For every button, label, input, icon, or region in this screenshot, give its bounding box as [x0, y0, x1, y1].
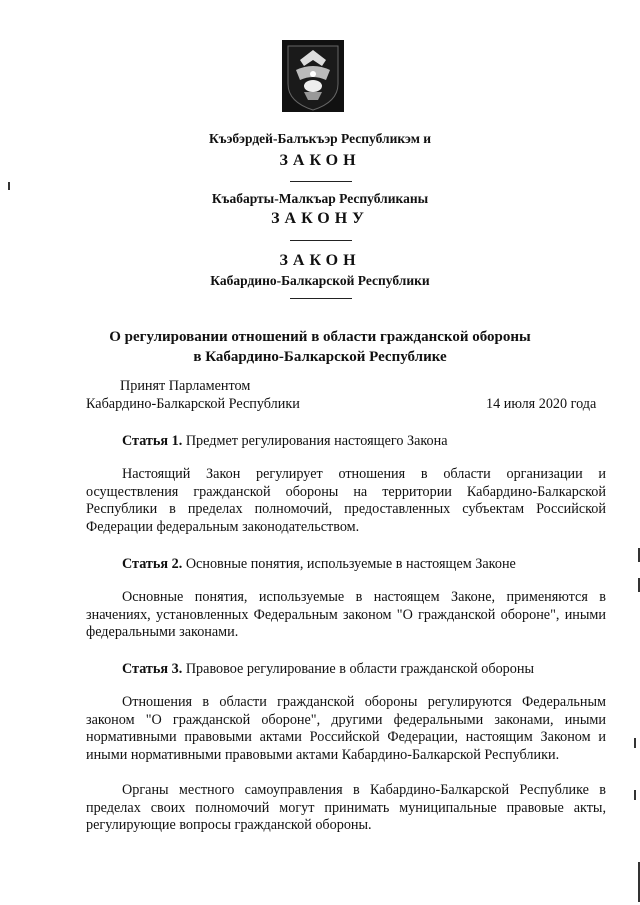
law-title-line2: в Кабардино-Балкарской Республике: [193, 349, 447, 365]
law-word-russian: ЗАКОН: [279, 252, 361, 269]
law-word-balkar: ЗАКОНУ: [271, 210, 369, 227]
article-heading: [122, 556, 516, 573]
scan-mark: [634, 790, 636, 800]
republic-name-kabardian: Къэбэрдей-Балъкъэр Республикэм и: [208, 131, 432, 146]
article-heading: [122, 433, 448, 450]
article-paragraph: Основные понятия, используемые в настоящем Законе, применяются в значениях, установленных Федеральным законом "О гражданской обороне", иными федеральными законами.: [86, 589, 606, 640]
divider: [290, 240, 352, 241]
scan-mark: [638, 578, 640, 592]
article-label: Статья 3.: [122, 661, 183, 677]
article-paragraph: Органы местного самоуправления в Кабардино-Балкарской Республике в пределах своих полномочий могут принимать муниципальные правовые акты, регулирующие вопросы гражданской обороны.: [86, 782, 606, 833]
law-word-kabardian: ЗАКОН: [279, 152, 361, 169]
article-label: Статья 2.: [122, 556, 183, 572]
scan-mark: [638, 548, 640, 562]
republic-name-russian: Кабардино-Балкарской Республики: [210, 273, 430, 288]
coat-of-arms-emblem: [282, 40, 344, 112]
scan-mark: [634, 738, 636, 748]
scan-mark: [8, 182, 10, 190]
divider: [290, 181, 352, 182]
scan-mark: [638, 862, 640, 902]
law-title-line1: О регулировании отношений в области гражданской обороны: [109, 329, 531, 345]
divider: [290, 298, 352, 299]
article-label: Статья 1.: [122, 433, 183, 449]
article-paragraph: Отношения в области гражданской обороны регулируются Федеральным законом "О гражданской обороне", другими федеральными законами, иными нормативными правовыми актами Российской Федерации, настоящим Законом и иными нормативными правовыми актами Кабардино-Балкарской Республики.: [86, 694, 606, 763]
article-title: Основные понятия, используемые в настоящем Законе: [185, 556, 516, 572]
adoption-line1: Принят Парламентом: [120, 378, 251, 394]
republic-name-balkar: Къабарты-Малкъар Республиканы: [211, 191, 429, 206]
article-title: Правовое регулирование в области гражданской обороны: [185, 661, 534, 677]
article-title: Предмет регулирования настоящего Закона: [185, 433, 448, 449]
adoption-line2: Кабардино-Балкарской Республики: [86, 396, 300, 412]
adoption-date: 14 июля 2020 года: [486, 396, 597, 412]
article-heading: [122, 661, 534, 678]
article-paragraph: Настоящий Закон регулирует отношения в области организации и осуществления гражданской обороны на территории Кабардино-Балкарской Республики в пределах полномочий, предоставленных субъектам Российской Федерации федеральным законодательством.: [86, 466, 606, 535]
